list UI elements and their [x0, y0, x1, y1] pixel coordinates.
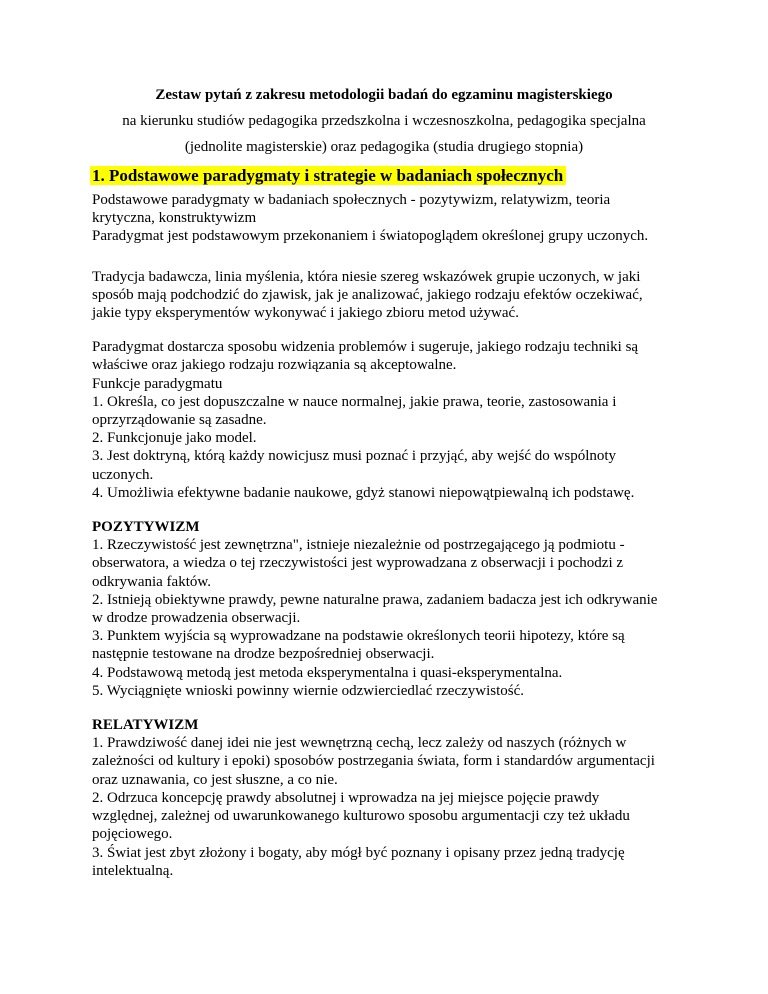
- paragraph-line: Podstawowe paradygmaty w badaniach społecznych - pozytywizm, relatywizm, teoria: [92, 192, 611, 208]
- paragraph-line: intelektualną.: [92, 862, 174, 879]
- paragraph-line: 1. Określa, co jest dopuszczalne w nauce normalnej, jakie prawa, teorie, zastosowania i: [92, 393, 617, 410]
- paragraph-line: 1. Rzeczywistość jest zewnętrzna", istnieje niezależnie od postrzegającego ją podmiotu -: [92, 537, 625, 554]
- paragraph-line: jakie typy eksperymentów wykonywać i jakiego zbioru metod używać.: [92, 305, 519, 322]
- paragraph-line: 4. Podstawową metodą jest metoda eksperymentalna i quasi-eksperymentalna.: [92, 664, 563, 681]
- paragraph-line: zależności od kultury i epoki) sposobów postrzegania świata, form i standardów argumentacji: [92, 753, 655, 770]
- paragraph-line: 4. Umożliwia efektywne badanie naukowe, gdyż stanowi niepowątpiewalną ich podstawę.: [92, 484, 635, 501]
- section-heading: [92, 162, 676, 189]
- block-heading-pozytywizm: POZYTYWIZM: [92, 519, 200, 536]
- paragraph-line: pojęciowego.: [92, 826, 173, 843]
- paragraph-line: 3. Jest doktryną, którą każdy nowicjusz musi poznać i przyjąć, aby wejść do wspólnoty: [92, 448, 617, 465]
- paragraph-line: 3. Świat jest zbyt złożony i bogaty, aby mógł być poznany i opisany przez jedną tradycję: [92, 844, 625, 861]
- text-block-tradycja-badawcza: [92, 268, 676, 323]
- paragraph-line: względnej, zależnej od uwarunkowanego kulturowo sposobu argumentacji czy też układu: [92, 808, 630, 825]
- document-subtitle-line-2: (jednolite magisterskie) oraz pedagogika (studia drugiego stopnia): [184, 139, 584, 155]
- document-body: [92, 191, 676, 880]
- text-block-funkcje-paradygmatu: [92, 338, 676, 502]
- paragraph-line: krytyczna, konstruktywizm: [92, 210, 257, 227]
- text-block-paradygmaty-wprowadzenie: [92, 191, 676, 246]
- document-subtitle-line-1: na kierunku studiów pedagogika przedszkolna i wczesnoszkolna, pedagogika specjalna: [122, 113, 646, 129]
- paragraph-line: odkrywania faktów.: [92, 573, 211, 590]
- document-header: [0, 0, 768, 160]
- paragraph-line: 3. Punktem wyjścia są wyprowadzane na podstawie określonych teorii hipotezy, które są: [92, 628, 625, 645]
- text-block-relatywizm: [92, 716, 676, 880]
- paragraph-line: Paradygmat dostarcza sposobu widzenia problemów i sugeruje, jakiego rodzaju techniki są: [92, 339, 639, 356]
- paragraph-line: Funkcje paradygmatu: [92, 375, 223, 392]
- document-title: Zestaw pytań z zakresu metodologii badań do egzaminu magisterskiego: [155, 87, 613, 103]
- paragraph-line: 2. Funkcjonuje jako model.: [92, 430, 257, 447]
- paragraph-line: w drodze prowadzenia obserwacji.: [92, 610, 301, 627]
- paragraph-line: oraz uznawania, co jest słuszne, a co nie.: [92, 771, 338, 788]
- paragraph-line: Paradygmat jest podstawowym przekonaniem i światopoglądem określonej grupy uczonych.: [92, 228, 649, 245]
- block-heading-relatywizm: RELATYWIZM: [92, 717, 199, 734]
- text-block-pozytywizm: [92, 518, 676, 700]
- paragraph-line: Tradycja badawcza, linia myślenia, która niesie szereg wskazówek grupie uczonych, w jaki: [92, 268, 641, 285]
- section-heading-highlighted-text: 1. Podstawowe paradygmaty i strategie w badaniach społecznych: [90, 166, 566, 185]
- paragraph-line: uczonych.: [92, 466, 154, 483]
- document-content: [0, 162, 768, 880]
- paragraph-line: właściwe oraz jakiego rodzaju rozwiązania są akceptowalne.: [92, 357, 457, 374]
- paragraph-line: obserwatora, a wiedza o tej rzeczywistości jest wyprowadzana z obserwacji i pochodzi z: [92, 555, 624, 572]
- paragraph-line: 2. Istnieją obiektywne prawdy, pewne naturalne prawa, zadaniem badacza jest ich odkrywanie: [92, 591, 658, 608]
- paragraph-line: następnie testowane na drodze bezpośredniej obserwacji.: [92, 646, 435, 663]
- paragraph-line: 2. Odrzuca koncepcję prawdy absolutnej i wprowadza na jej miejsce pojęcie prawdy: [92, 789, 600, 806]
- paragraph-line: oprzyrządowanie są zasadne.: [92, 412, 267, 429]
- paragraph-line: 1. Prawdziwość danej idei nie jest wewnętrzną cechą, lecz zależy od naszych (różnych w: [92, 735, 627, 752]
- paragraph-line: 5. Wyciągnięte wnioski powinny wiernie odzwierciedlać rzeczywistość.: [92, 682, 525, 699]
- paragraph-line: sposób mają podchodzić do zjawisk, jak je analizować, jakiego rodzaju efektów oczekiwać,: [92, 286, 643, 303]
